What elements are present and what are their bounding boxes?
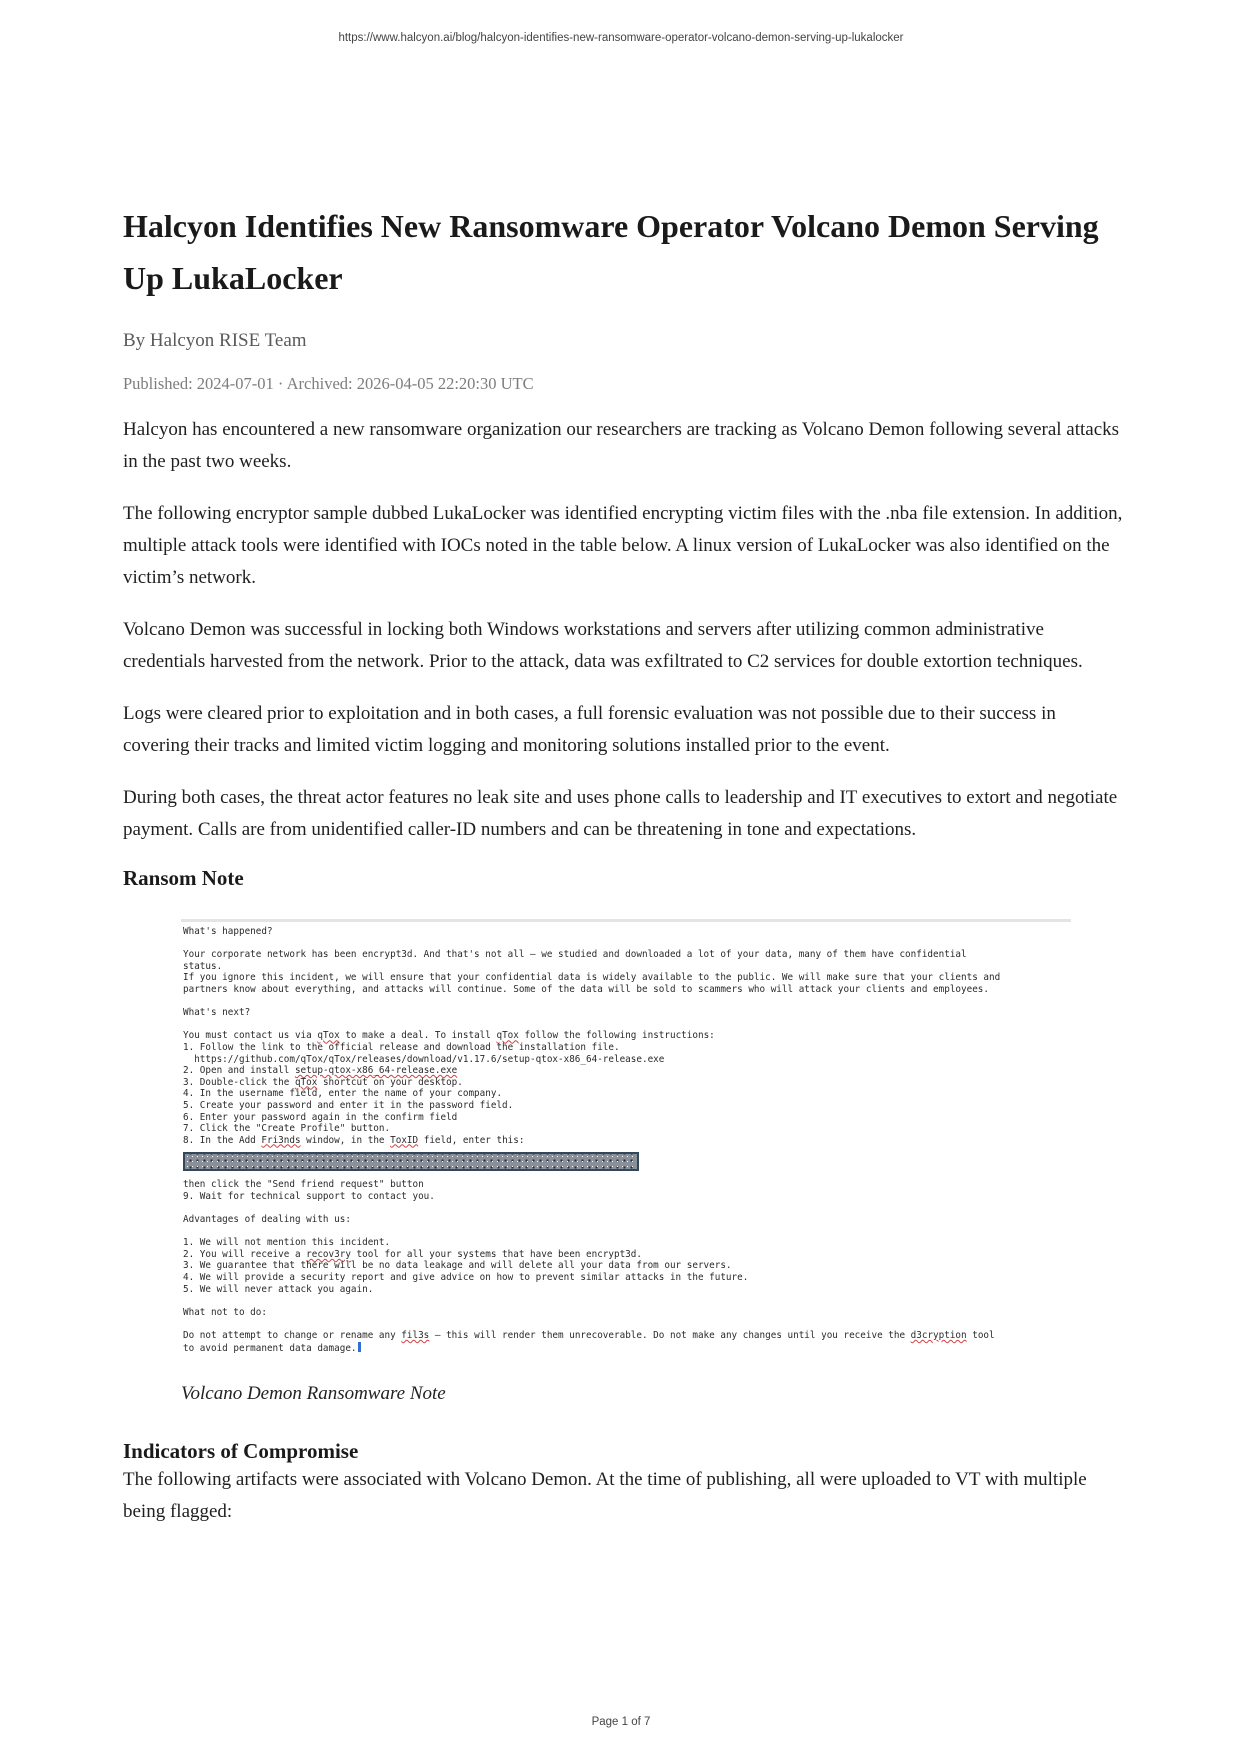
ransom-note-heading: Ransom Note (123, 866, 244, 890)
article (123, 200, 1123, 1548)
ransom-note-image (181, 919, 1071, 1359)
redacted-toxid-block (183, 1152, 639, 1171)
paragraph-5: During both cases, the threat actor features no leak site and uses phone calls to leadership and IT executives to extort and negotiate payment. Calls are from unidentified caller-ID numbers and can be threatening in tone and expectations. (123, 787, 1118, 840)
ransom-note-figure (181, 919, 1071, 1405)
paragraph-1: Halcyon has encountered a new ransomware organization our researchers are tracking as Volcano Demon following several attacks in the past two weeks. (123, 419, 1120, 472)
print-header-url: https://www.halcyon.ai/blog/halcyon-identifies-new-ransomware-operator-volcano-demon-serving-up-lukalocker (338, 32, 904, 44)
ransom-note-text: What's happened? Your corporate network has been encrypt3d. And that's not all – we studied and downloaded a lot of your data, many of them have confidential status. If you ignore this incident, we will ensure that your confidential data is widely available to the public. We will make sure that your clients and partners know about everything, and attacks will continue. Some of the data will be sold to scammers who will attack your clients and employees. What's next? You must contact us via qTox to make a deal. To install qTox follow the following instructions: 1. Follow the link to the official release and download the installation file. https://github.com/qTox/qTox/releases/download/v1.17.6/setup-qtox-x86_64-release.exe 2. Open and install setup-qtox-x86_64-release.exe 3. Double-click the qTox shortcut on your desktop. 4. In the username field, enter the name of your company. 5. Create your password and enter it in the password field. 6. Enter your password again in the confirm field 7. Click the "Create Profile" button. 8. In the Add Fri3nds window, in the ToxID field, enter this: then click the "Send friend request" button 9. Wait for technical support to contact you. Advantages of dealing with us: 1. We will not mention this incident. 2. You will receive a recov3ry tool for all your systems that have been encrypt3d. 3. We guarantee that there will be no data leakage and will delete all your data from our servers. 4. We will provide a security report and give advice on how to prevent similar attacks in the future. 5. We will never attack you again. What not to do: Do not attempt to change or rename any fil3s – this will render them unrecoverable. Do not make any changes until you receive the d3cryption tool to avoid permanent data damage. (183, 926, 1001, 1354)
paragraph-2: The following encryptor sample dubbed LukaLocker was identified encrypting victim files with the .nba file extension. In addition, multiple attack tools were identified with IOCs noted in the table below. A linux version of LukaLocker was also identified on the victim’s network. (123, 503, 1123, 588)
article-meta: Published: 2024-07-01 · Archived: 2026-04-05 22:20:30 UTC (123, 374, 534, 393)
page-number: Page 1 of 7 (591, 1716, 651, 1728)
text-cursor (358, 1342, 361, 1352)
figure-caption: Volcano Demon Ransomware Note (181, 1383, 446, 1404)
article-byline: By Halcyon RISE Team (123, 330, 307, 351)
paragraph-4: Logs were cleared prior to exploitation and in both cases, a full forensic evaluation was not possible due to their success in covering their tracks and limited victim logging and monitoring solutions installed prior to the event. (123, 703, 1056, 756)
article-title: Halcyon Identifies New Ransomware Operator Volcano Demon Serving Up LukaLocker (123, 208, 1099, 296)
ioc-heading: Indicators of Compromise (123, 1439, 359, 1463)
ioc-intro-paragraph: The following artifacts were associated with Volcano Demon. At the time of publishing, all were uploaded to VT with multiple being flagged: (123, 1469, 1087, 1522)
paragraph-3: Volcano Demon was successful in locking both Windows workstations and servers after utilizing common administrative credentials harvested from the network. Prior to the attack, data was exfiltrated to C2 services for double extortion techniques. (123, 619, 1083, 672)
